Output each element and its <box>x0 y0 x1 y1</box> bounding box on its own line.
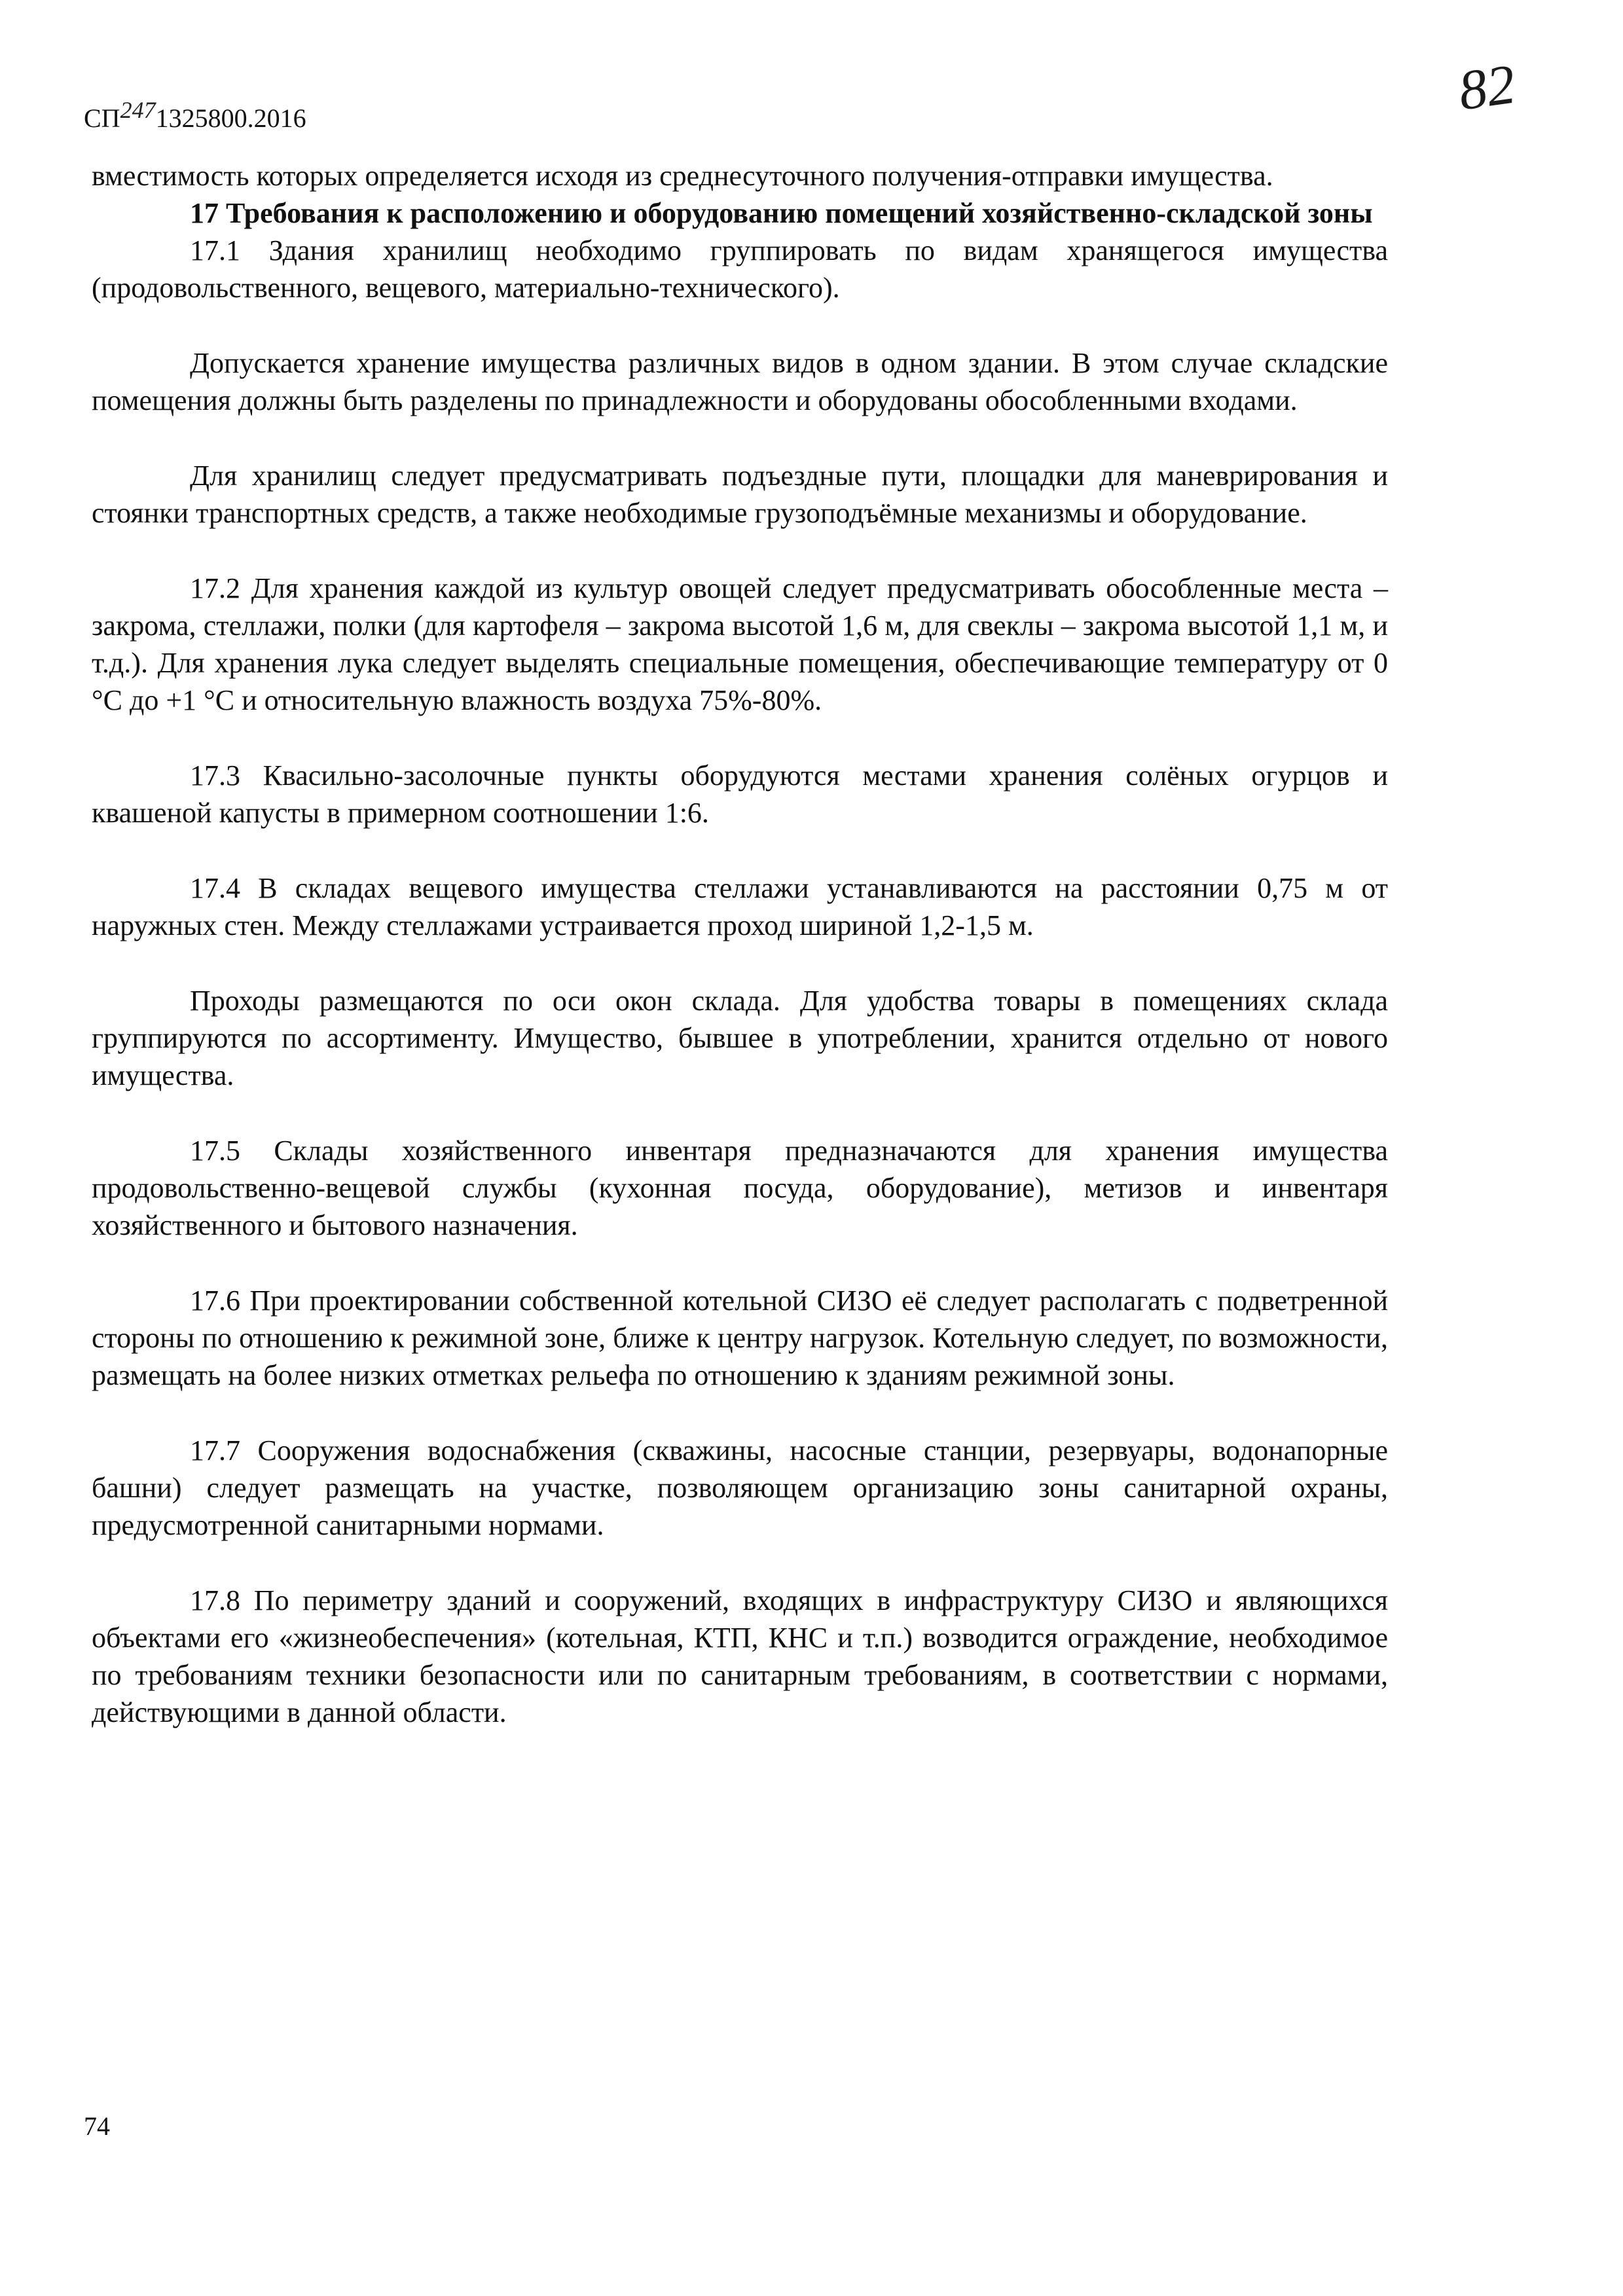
paragraph-17-1-access-roads: Для хранилищ следует предусматривать подъездные пути, площадки для маневрирования и стоянки транспортных средств, а также необходимые грузоподъёмные механизмы и оборудование. <box>92 460 1388 529</box>
paragraph-17-4: 17.4 В складах вещевого имущества стеллажи устанавливаются на расстоянии 0,75 м от наружных стен. Между стеллажами устраивается проход шириной 1,2-1,5 м. <box>92 872 1388 941</box>
document-body <box>92 157 1388 1731</box>
document-code-handwritten: 247 <box>120 97 156 123</box>
paragraph-17-5: 17.5 Склады хозяйственного инвентаря предназначаются для хранения имущества продовольственно-вещевой службы (кухонная посуда, оборудование), метизов и инвентаря хозяйственного и бытового назначения. <box>92 1135 1388 1241</box>
intro-paragraph: вместимость которых определяется исходя из среднесуточного получения-отправки имущества. <box>92 160 1273 192</box>
document-code <box>84 98 306 132</box>
paragraph-17-7: 17.7 Сооружения водоснабжения (скважины, насосные станции, резервуары, водонапорные башни) следует размещать на участке, позволяющем организацию зоны санитарной охраны, предусмотренной санитарными нормами. <box>92 1434 1388 1541</box>
document-code-suffix: 1325800.2016 <box>155 103 306 133</box>
paragraph-17-2: 17.2 Для хранения каждой из культур овощей следует предусматривать обособленные места – закрома, стеллажи, полки (для картофеля – закрома высотой 1,6 м, для свеклы – закрома высотой 1,1 м, и т.д.). Для хранения лука следует выделять специальные помещения, обеспечивающие температуру от 0 °С до +1 °С и относительную влажность воздуха 75%-80%. <box>92 572 1388 716</box>
document-code-prefix: СП <box>84 103 120 133</box>
paragraph-17-3: 17.3 Квасильно-засолочные пункты оборудуются местами хранения солёных огурцов и квашеной капусты в примерном соотношении 1:6. <box>92 759 1388 829</box>
page-number: 74 <box>84 2111 110 2141</box>
paragraph-17-1-storage-types: Допускается хранение имущества различных видов в одном здании. В этом случае складские помещения должны быть разделены по принадлежности и оборудованы обособленными входами. <box>92 347 1388 416</box>
paragraph-17-6: 17.6 При проектировании собственной котельной СИЗО её следует располагать с подветренной стороны по отношению к режимной зоне, ближе к центру нагрузок. Котельную следует, по возможности, размещать на более низких отметках рельефа по отношению к зданиям режимной зоны. <box>92 1285 1388 1391</box>
handwritten-page-mark: 82 <box>1454 52 1520 122</box>
section-heading: 17 Требования к расположению и оборудованию помещений хозяйственно-складской зоны <box>190 197 1373 229</box>
paragraph-17-4-passages: Проходы размещаются по оси окон склада. Для удобства товары в помещениях склада группируются по ассортименту. Имущество, бывшее в употреблении, хранится отдельно от нового имущества. <box>92 985 1388 1091</box>
paragraph-17-1: 17.1 Здания хранилищ необходимо группировать по видам хранящегося имущества (продовольственного, вещевого, материально-технического). <box>92 234 1388 304</box>
paragraph-17-8: 17.8 По периметру зданий и сооружений, входящих в инфраструктуру СИЗО и являющихся объектами его «жизнеобеспечения» (котельная, КТП, КНС и т.п.) возводится ограждение, необходимое по требованиям техники безопасности или по санитарным требованиям, в соответствии с нормами, действующими в данной области. <box>92 1584 1388 1728</box>
